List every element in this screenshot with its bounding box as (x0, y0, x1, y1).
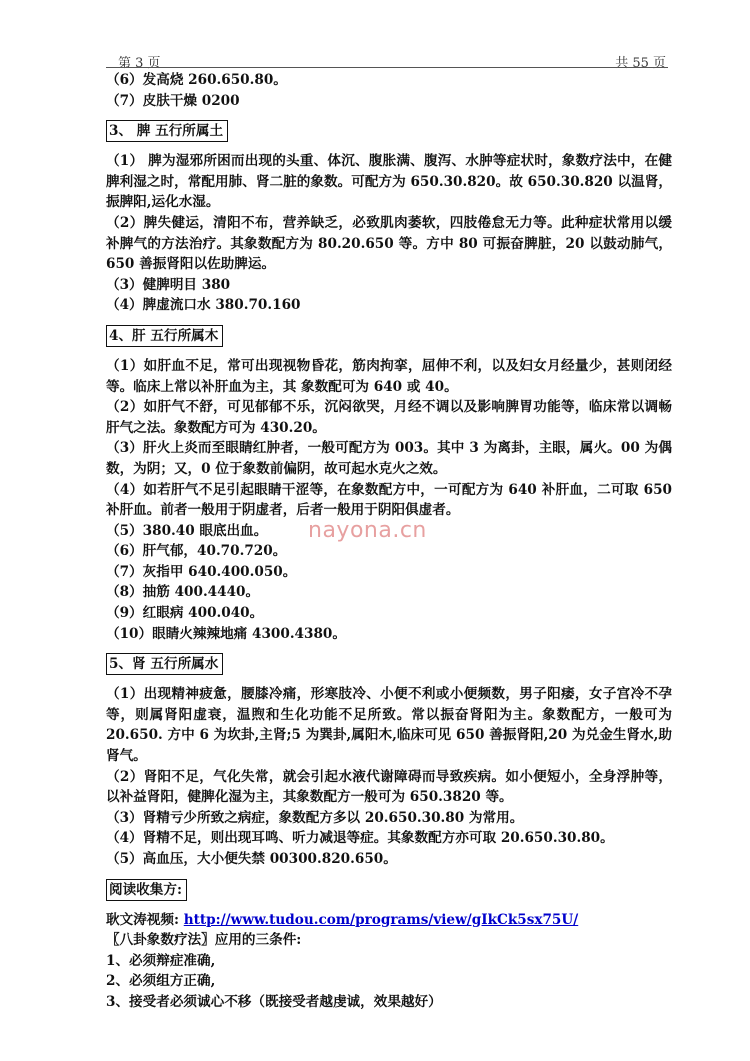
list-item: （6）发高烧 260.650.80。 (106, 72, 287, 88)
list-item: 3、接受者必须诚心不移（既接受者越虔诚，效果越好） (106, 993, 442, 1010)
list-item: 1、必须辩症准确, (106, 952, 216, 969)
list-item: （9）红眼病 400.040。 (106, 605, 264, 622)
paragraph: （1）出现精神疲惫，腰膝冷痛，形寒肢冷、小便不利或小便频数，男子阳痿，女子宫冷不孕等，则属肾阳虚衰，温煦和生化功能不足所致。常以振奋肾阳为主。象数配方，一般可为 20.650. 方中 6 为坎卦,主肾;5 为巽卦,属阳木,临床可见 650 善振肾阳,20 为兑金生肾水,助肾气。 (106, 686, 672, 765)
list-item: （7）皮肤干燥 0200 (106, 92, 240, 109)
page-total: 共 55 页 (615, 56, 666, 71)
list-item: （7）灰指甲 640.400.050。 (106, 563, 297, 580)
paragraph: （2）如肝气不舒，可见郁郁不乐，沉闷欲哭，月经不调以及影响脾胃功能等，临床常以调畅肝气之法。象数配方可为 430.20。 (106, 399, 672, 436)
method-title: 〖八卦象数疗法〗应用的三条件: (106, 932, 302, 949)
list-item: （5）高血压，大小便失禁 00300.820.650。 (106, 851, 397, 867)
section-heading-liver: 4、肝 五行所属木 (106, 325, 223, 347)
section-heading-spleen: 3、 脾 五行所属土 (106, 120, 228, 142)
section-heading-reading: 阅读收集方: (106, 879, 187, 901)
paragraph: （4）如若肝气不足引起眼睛干涩等，在象数配方中，一可配方为 640 补肝血，二可取 650 补肝血。前者一般用于阴虚者，后者一般用于阴阳俱虚者。 (106, 481, 672, 519)
paragraph: （2）肾阳不足，气化失常，就会引起水液代谢障碍而导致疾病。如小便短小，全身浮肿等，以补益肾阳，健脾化湿为主，其象数配方一般可为 650.3820 等。 (106, 768, 672, 806)
video-link[interactable]: http://www.tudou.com/programs/view/gIkCk5sx75U/ (183, 911, 579, 928)
paragraph: （2）脾失健运，清阳不布，营养缺乏，必致肌肉萎软，四肢倦怠无力等。此种症状常用以缓补脾气的方法治疗。其象数配方为 80.20.650 等。方中 80 可振奋脾脏，20 以鼓动肺气，650 善振肾阳以佐助脾运。 (106, 214, 672, 273)
list-item: （10）眼睛火辣辣地痛 4300.4380。 (106, 625, 346, 642)
page-number: 第 3 页 (118, 56, 161, 71)
paragraph: （1） 脾为湿邪所困而出现的头重、体沉、腹胀满、腹泻、水肿等症状时，象数疗法中，在健脾利湿之时，常配用肺、肾二脏的象数。可配方为 650.30.820。故 650.30.820 以温肾，振脾阳,运化水湿。 (106, 153, 672, 211)
paragraph: （3）肝火上炎而至眼睛红肿者，一般可配方为 003。其中 3 为离卦，主眼，属火。00 为偶数，为阴；又，0 位于象数前偏阴，故可起水克火之效。 (106, 440, 672, 477)
list-item: （3）健脾明目 380 (106, 276, 231, 293)
header-divider (106, 67, 668, 68)
list-item: 2、必须组方正确, (106, 973, 216, 990)
paragraph: （1）如肝血不足，常可出现视物昏花，筋肉拘挛，屈伸不利，以及妇女月经量少，甚则闭经等。临床上常以补肝血为主，其 象数配可为 640 或 40。 (106, 357, 672, 395)
page-header (106, 50, 666, 71)
list-item: （8）抽筋 400.4440。 (106, 584, 260, 601)
list-item: （6）肝气郁，40.70.720。 (106, 543, 287, 560)
video-line (106, 910, 672, 931)
list-item: （5）380.40 眼底出血。 (106, 522, 268, 539)
list-item: （4）肾精不足，则出现耳鸣、听力减退等症。其象数配方亦可取 20.650.30.80。 (106, 830, 614, 847)
section-heading-kidney: 5、肾 五行所属水 (106, 653, 223, 675)
list-item: （3）肾精亏少所致之病症，象数配方多以 20.650.30.80 为常用。 (106, 809, 524, 826)
watermark: nayona.cn (308, 518, 427, 543)
list-item: （4）脾虚流口水 380.70.160 (106, 297, 301, 314)
video-label: 耿文涛视频: (106, 911, 184, 928)
